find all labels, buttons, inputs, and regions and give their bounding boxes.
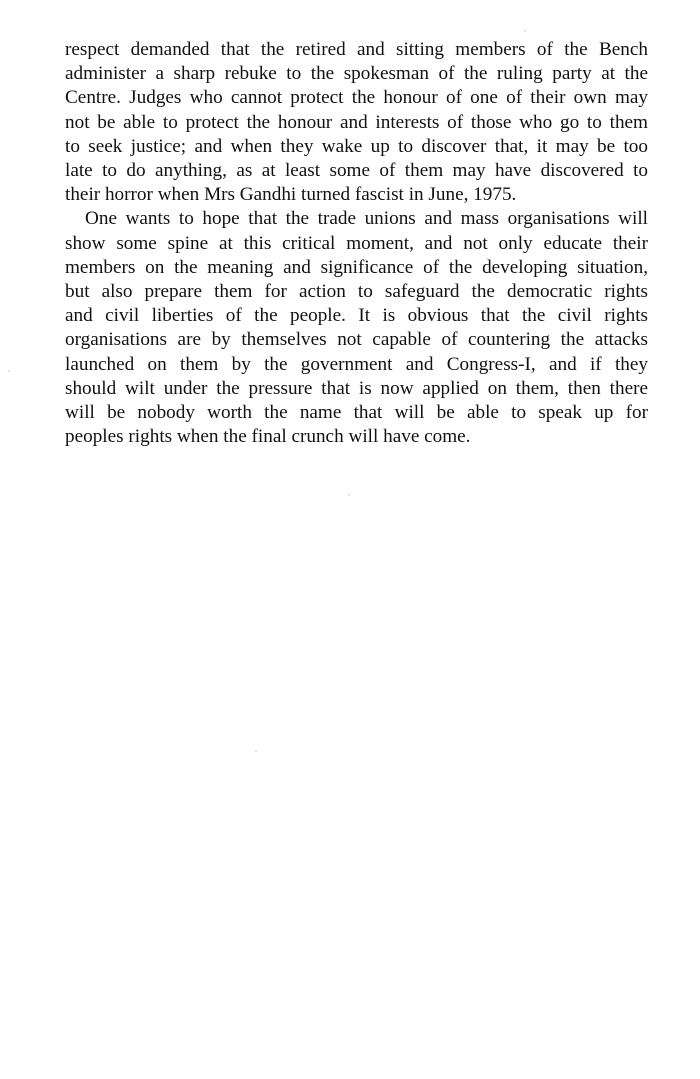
scan-speck: [8, 370, 10, 372]
text-line: members on the meaning and significance of the developing situation,: [65, 256, 648, 278]
text-line: organisations are by themselves not capable of countering the attacks: [65, 329, 648, 351]
text-line: respect demanded that the retired and sitting members of the Bench: [65, 39, 648, 60]
text-line: and civil liberties of the people. It is obvious that the civil rights: [65, 305, 648, 327]
text-line: peoples rights when the final crunch will have come.: [65, 426, 471, 448]
scan-speck: [524, 30, 526, 32]
scan-speck: [348, 494, 350, 496]
text-line: but also prepare them for action to safeguard the democratic rights: [65, 281, 648, 303]
text-line: late to do anything, as at least some of them may have discovered to: [65, 160, 648, 182]
text-line: not be able to protect the honour and interests of those who go to them: [65, 111, 648, 133]
body-text: [65, 38, 648, 449]
text-line: administer a sharp rebuke to the spokesman of the ruling party at the: [65, 63, 648, 85]
text-line: their horror when Mrs Gandhi turned fascist in June, 1975.: [65, 184, 517, 206]
text-line: show some spine at this critical moment, and not only educate their: [65, 232, 648, 254]
paragraph-2: [65, 207, 648, 449]
text-line: Centre. Judges who cannot protect the honour of one of their own may: [65, 87, 648, 109]
text-line: will be nobody worth the name that will be able to speak up for: [65, 402, 648, 424]
text-line: to seek justice; and when they wake up to discover that, it may be too: [65, 135, 648, 157]
text-line: should wilt under the pressure that is now applied on them, then there: [65, 377, 648, 399]
text-line: One wants to hope that the trade unions and mass organisations will: [85, 208, 648, 230]
paragraph-1: [65, 38, 648, 207]
text-line: launched on them by the government and Congress-I, and if they: [65, 353, 648, 375]
scan-speck: [255, 750, 257, 752]
